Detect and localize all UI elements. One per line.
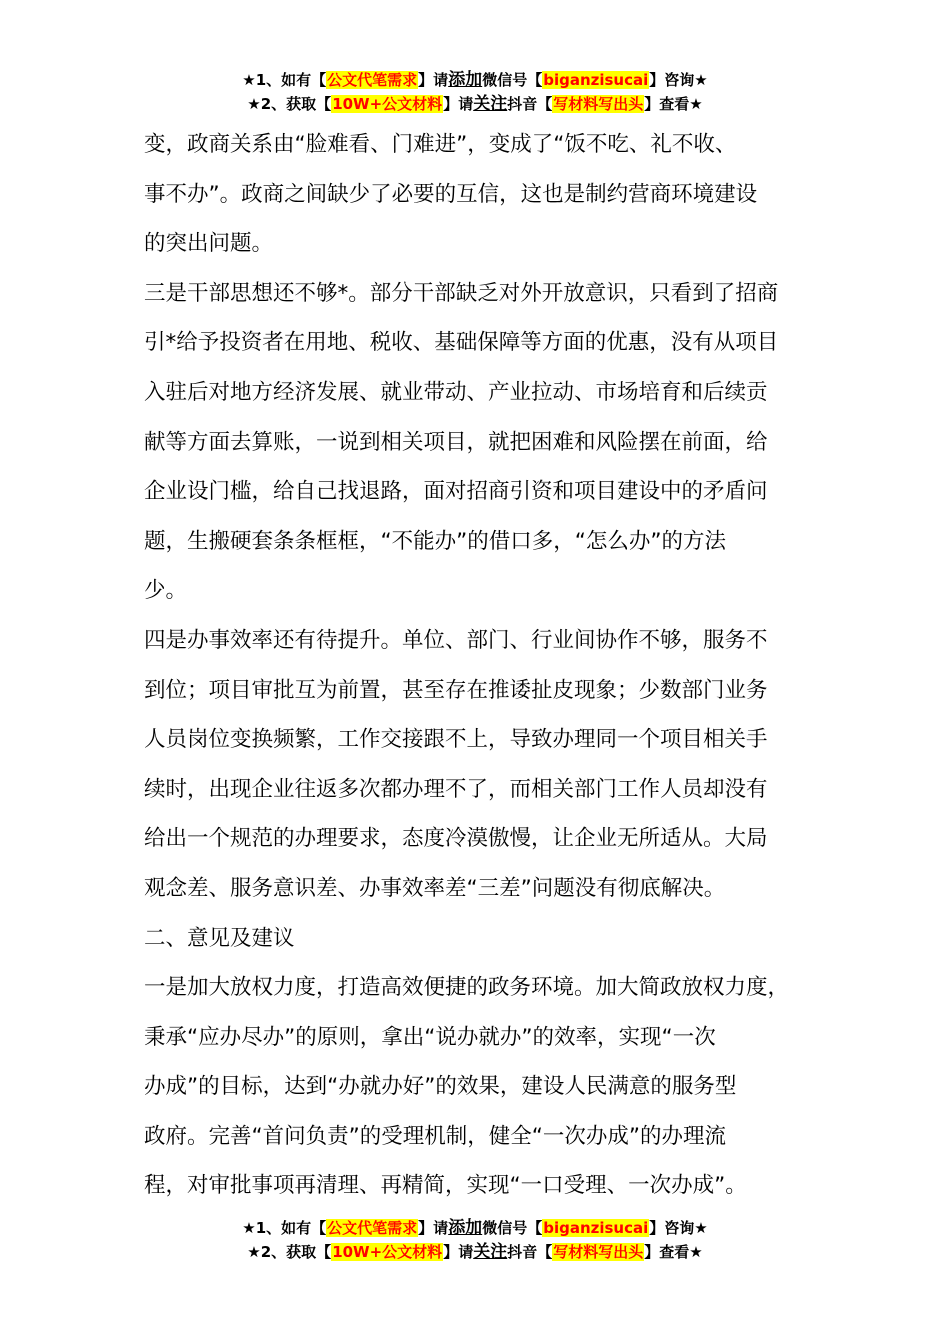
highlight-label: 10W+公文材料: [332, 1243, 443, 1261]
body-line: 企业设门槛，给自己找退路，面对招商引资和项目建设中的矛盾问: [144, 479, 768, 505]
emphasis-text: 关注: [473, 1242, 508, 1262]
banner-text: 】请: [418, 71, 449, 89]
body-line: 秉承“应办尽办”的原则，拿出“说办就办”的效率，实现“一次: [144, 1024, 716, 1050]
emphasis-text: 关注: [473, 94, 508, 114]
body-line: 程，对审批事项再清理、再精简，实现“一口受理、一次办成”。: [144, 1173, 747, 1199]
body-line: 到位；项目审批互为前置，甚至存在推诿扯皮现象；少数部门业务: [144, 677, 768, 703]
highlight-label: 10W+公文材料: [332, 95, 443, 113]
douyin-highlight: 写材料写出头: [553, 95, 644, 113]
banner-text: 微信号【: [482, 1219, 543, 1237]
banner-text: 】请: [443, 1243, 474, 1261]
wechat-id-highlight: biganzisucai: [543, 1219, 649, 1237]
body-line: 事不办”。政商之间缺少了必要的互信，这也是制约营商环境建设: [144, 181, 758, 207]
body-line: 办成”的目标，达到“办就办好”的效果，建设人民满意的服务型: [144, 1074, 737, 1100]
body-line: 题，生搬硬套条条框框，“不能办”的借口多，“怎么办”的方法: [144, 528, 727, 554]
body-line: 入驻后对地方经济发展、就业带动、产业拉动、市场培育和后续贡: [144, 379, 768, 405]
highlight-label: 公文代笔需求: [327, 1219, 418, 1237]
body-line: 献等方面去算账，一说到相关项目，就把困难和风险摆在前面，给: [144, 429, 768, 455]
banner-text: 抖音【: [507, 1243, 553, 1261]
document-body: [144, 120, 834, 1211]
banner-text: ★2、获取【: [247, 1243, 332, 1261]
body-line: 四是办事效率还有待提升。单位、部门、行业间协作不够，服务不: [144, 627, 768, 653]
body-line: 少。: [144, 578, 188, 604]
banner-text: 】请: [443, 95, 474, 113]
banner-text: ★1、如有【: [242, 71, 327, 89]
emphasis-text: 添加: [448, 70, 483, 90]
highlight-label: 公文代笔需求: [327, 71, 418, 89]
section-heading: 二、意见及建议: [144, 925, 295, 951]
emphasis-text: 添加: [448, 1218, 483, 1238]
banner-text: 微信号【: [482, 71, 543, 89]
banner-text: 】咨询★: [649, 1219, 708, 1237]
body-line: 三是干部思想还不够*。部分干部缺乏对外开放意识，只看到了招商: [144, 280, 779, 306]
banner-text: 】查看★: [644, 95, 703, 113]
banner-text: ★1、如有【: [242, 1219, 327, 1237]
banner-text: ★2、获取【: [247, 95, 332, 113]
body-line: 观念差、服务意识差、办事效率差“三差”问题没有彻底解决。: [144, 875, 726, 901]
body-line: 续时，出现企业往返多次都办理不了，而相关部门工作人员却没有: [144, 776, 768, 802]
banner-text: 】查看★: [644, 1243, 703, 1261]
banner-text: 】请: [418, 1219, 449, 1237]
banner-line-2: [0, 1240, 950, 1264]
body-line: 一是加大放权力度，打造高效便捷的政务环境。加大简政放权力度，: [144, 975, 790, 1001]
banner-line-1: [0, 1216, 950, 1240]
footer-banner: [0, 1216, 950, 1264]
body-line: 引*给予投资者在用地、税收、基础保障等方面的优惠，没有从项目: [144, 330, 779, 356]
header-banner: [0, 68, 950, 116]
banner-line-2: [0, 92, 950, 116]
body-line: 变，政商关系由“脸难看、门难进”，变成了“饭不吃、礼不收、: [144, 132, 737, 157]
banner-text: 抖音【: [507, 95, 553, 113]
body-line: 政府。完善“首问负责”的受理机制，健全“一次办成”的办理流: [144, 1123, 727, 1149]
banner-text: 】咨询★: [649, 71, 708, 89]
body-line: 人员岗位变换频繁，工作交接跟不上，导致办理同一个项目相关手: [144, 727, 768, 753]
banner-line-1: [0, 68, 950, 92]
douyin-highlight: 写材料写出头: [553, 1243, 644, 1261]
body-line: 的突出问题。: [144, 231, 274, 257]
body-line: 给出一个规范的办理要求，态度冷漠傲慢，让企业无所适从。大局: [144, 826, 768, 852]
wechat-id-highlight: biganzisucai: [543, 71, 649, 89]
